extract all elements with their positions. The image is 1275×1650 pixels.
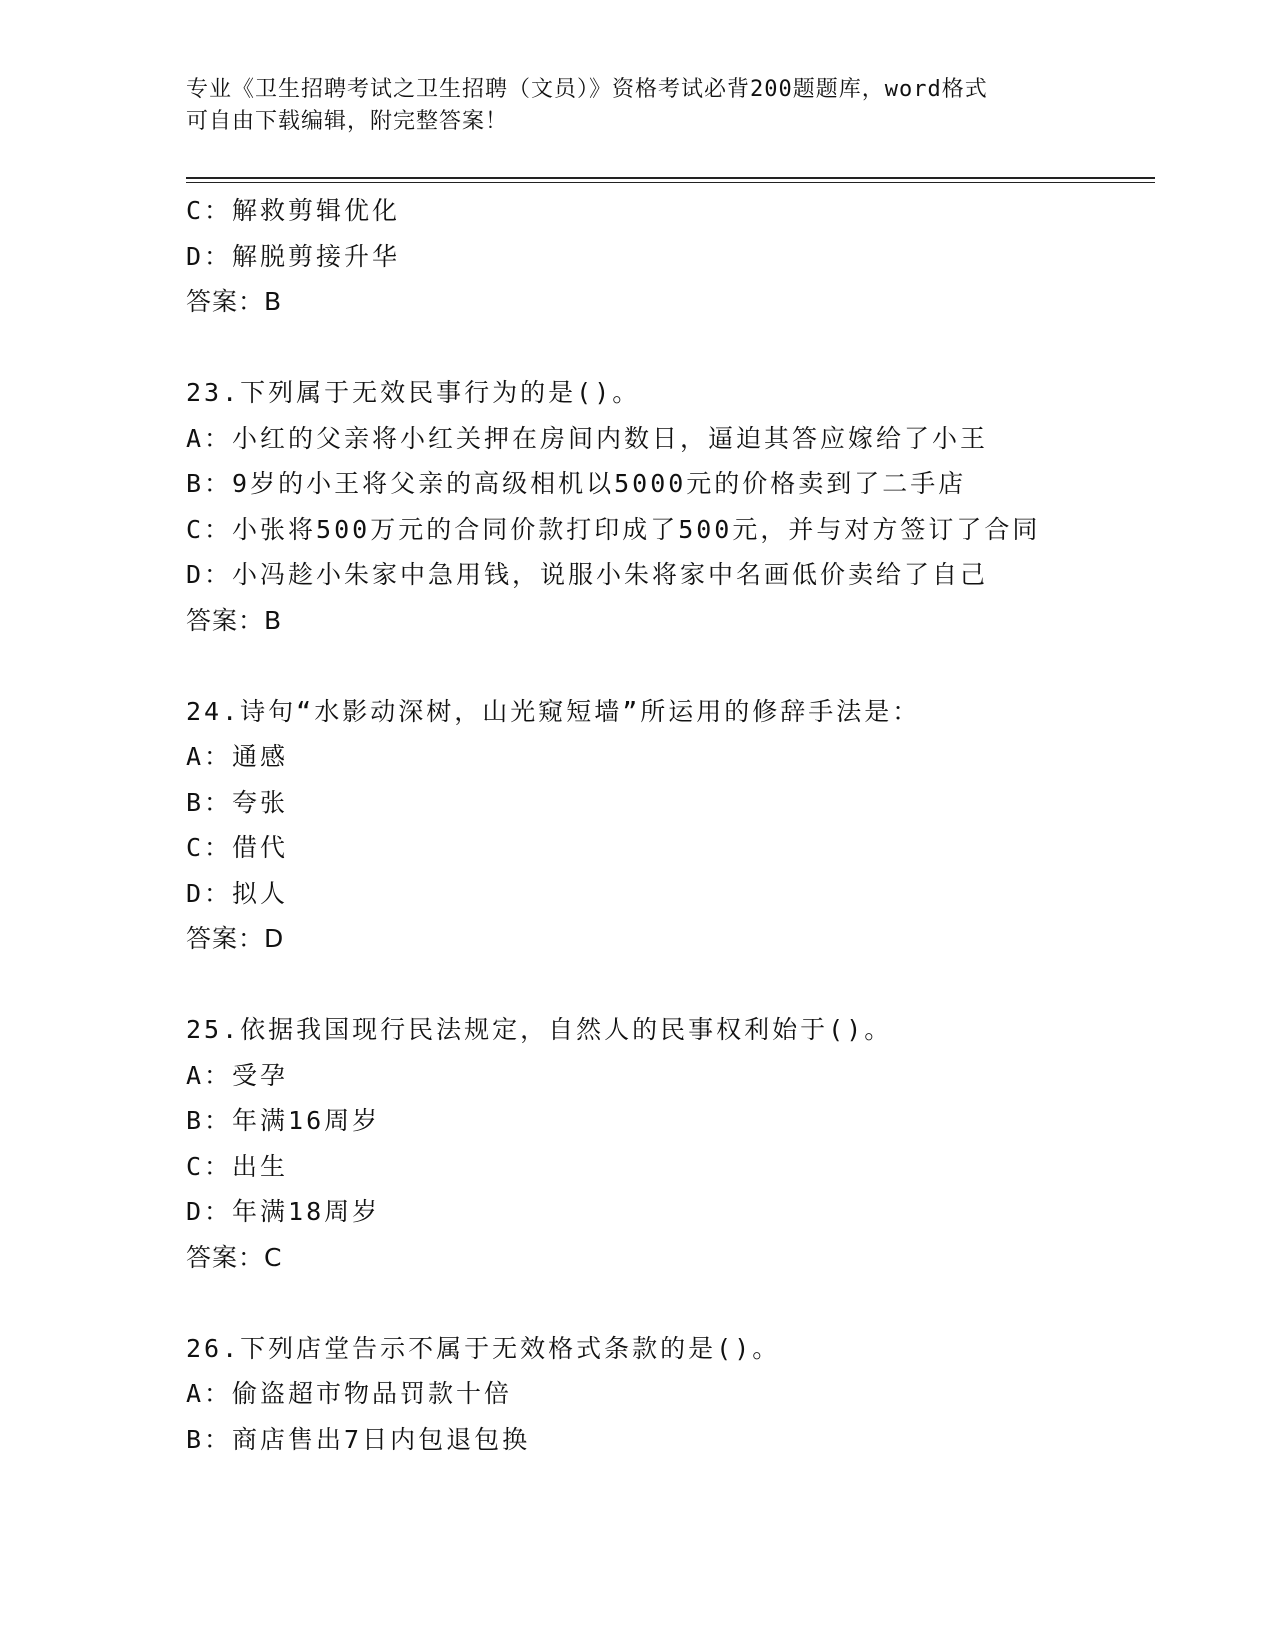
header-line-1: 专业《卫生招聘考试之卫生招聘（文员）》资格考试必背200题题库，word格式 xyxy=(186,77,988,102)
option-b: B：9岁的小王将父亲的高级相机以5000元的价格卖到了二手店 xyxy=(186,469,967,498)
option-a: A：通感 xyxy=(186,742,289,771)
question-block-previous xyxy=(186,188,1146,325)
spacer xyxy=(186,643,1146,689)
answer-line: 答案：B xyxy=(186,287,283,316)
question-text: 24.诗句“水影动深树，山光窥短墙”所运用的修辞手法是： xyxy=(186,696,921,726)
option-a: A：偷盗超市物品罚款十倍 xyxy=(186,1379,513,1408)
option-d: D：小冯趁小朱家中急用钱，说服小朱将家中名画低价卖给了自己 xyxy=(186,560,989,589)
option-a: A：受孕 xyxy=(186,1060,289,1090)
option-b: B：商店售出7日内包退包换 xyxy=(186,1424,531,1454)
option-c: C：出生 xyxy=(186,1151,289,1181)
option-d: D：解脱剪接升华 xyxy=(186,241,401,271)
question-text: 25.依据我国现行民法规定，自然人的民事权利始于()。 xyxy=(186,1015,893,1044)
question-text: 26.下列店堂告示不属于无效格式条款的是()。 xyxy=(186,1333,781,1363)
question-block-25 xyxy=(186,1007,1146,1280)
question-block-23 xyxy=(186,370,1146,643)
document-header xyxy=(186,74,1086,138)
question-block-24 xyxy=(186,689,1146,962)
option-a: A：小红的父亲将小红关押在房间内数日，逼迫其答应嫁给了小王 xyxy=(186,423,989,453)
option-d: D：拟人 xyxy=(186,878,289,908)
header-line-2: 可自由下载编辑，附完整答案！ xyxy=(186,109,509,134)
option-b: B：夸张 xyxy=(186,787,289,817)
spacer xyxy=(186,962,1146,1008)
question-text: 23.下列属于无效民事行为的是()。 xyxy=(186,378,641,407)
option-c: C：解救剪辑优化 xyxy=(186,196,401,225)
answer-line: 答案：C xyxy=(186,1242,283,1272)
option-b: B：年满16周岁 xyxy=(186,1106,381,1135)
answer-line: 答案：B xyxy=(186,605,283,635)
option-c: C：小张将500万元的合同价款打印成了500元，并与对方签订了合同 xyxy=(186,514,1041,544)
option-c: C：借代 xyxy=(186,833,289,862)
spacer xyxy=(186,1280,1146,1326)
header-divider-thin xyxy=(186,182,1155,183)
question-block-26 xyxy=(186,1326,1146,1463)
header-divider-thick xyxy=(186,177,1155,179)
answer-line: 答案：D xyxy=(186,924,285,953)
question-list xyxy=(186,188,1146,1462)
spacer xyxy=(186,325,1146,371)
option-d: D：年满18周岁 xyxy=(186,1197,381,1226)
